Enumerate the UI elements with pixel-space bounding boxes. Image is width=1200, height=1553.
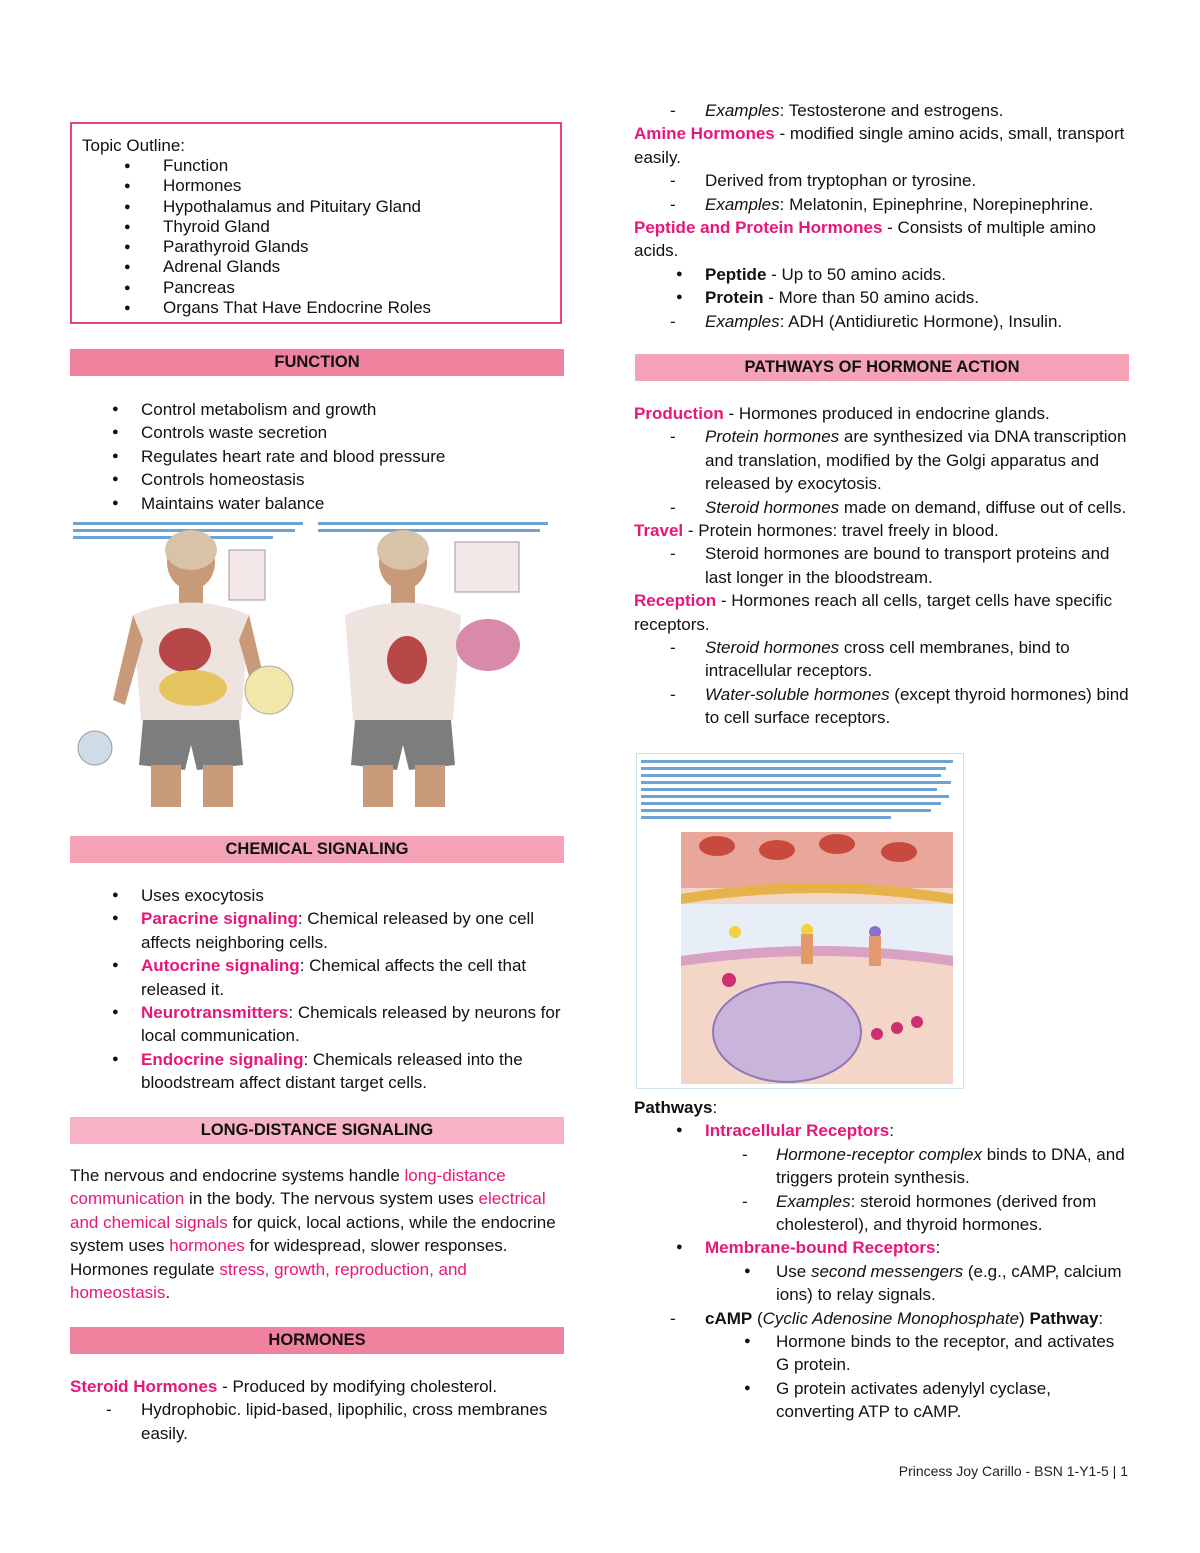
neurotransmitters-text: : Chemicals released by neurons for local communication.: [141, 1003, 561, 1046]
text-run: ): [1019, 1308, 1030, 1328]
intracellular-term: Intracellular Receptors: [705, 1121, 890, 1141]
text-run: .: [165, 1283, 171, 1303]
intracellular-sub: [634, 1190, 1130, 1237]
protein-label: Protein: [705, 288, 764, 308]
italic-run: Protein hormones: [705, 427, 840, 447]
chemical-item: [70, 1048, 566, 1095]
reception-sub: [634, 683, 1130, 730]
examples-text: : Testosterone and estrogens.: [779, 101, 1004, 120]
production-term: Production: [634, 404, 724, 423]
function-item: ● Maintains water balance: [70, 492, 566, 515]
endocrine-anatomy-figure: [72, 519, 558, 809]
outline-item: ● Pancreas: [82, 278, 550, 298]
pathways-label: Pathways: [634, 1098, 713, 1117]
intracellular-sub: [634, 1143, 1130, 1190]
italic-run: Cyclic Adenosine Monophosphate: [762, 1308, 1020, 1328]
amine-sub: - Derived from tryptophan or tyrosine.: [634, 169, 1130, 192]
page-footer: Princess Joy Carillo - BSN 1-Y1-5 | 1: [898, 1463, 1128, 1479]
examples-text: : ADH (Antidiuretic Hormone), Insulin.: [779, 311, 1063, 331]
text-run: :: [712, 1098, 718, 1117]
amine-text: - modified single amino acids, small, transport easily.: [634, 124, 1125, 167]
travel-text: - Protein hormones: travel freely in blood.: [683, 521, 999, 541]
steroid-text: - Produced by modifying cholesterol.: [217, 1377, 498, 1396]
examples-label: Examples: [705, 194, 780, 214]
highlight-run: electrical and chemical signals: [70, 1189, 546, 1232]
steroid-sub: - Hydrophobic. lipid-based, lipophilic, cross membranes easily.: [70, 1398, 566, 1445]
pathways-list-block: [634, 1096, 1130, 1424]
travel-term: Travel: [634, 521, 684, 541]
camp-line: [634, 1307, 1130, 1330]
anatomy-illustration: [73, 520, 557, 808]
highlight-run: long-distance communication: [70, 1166, 506, 1209]
peptide-text: - Consists of multiple amino acids.: [634, 218, 1096, 261]
italic-run: Steroid hormones: [705, 638, 840, 658]
outline-item: ● Hormones: [82, 176, 550, 196]
pathways-block: [634, 402, 1130, 730]
amine-line: [634, 122, 1130, 169]
text-run: binds to DNA, and triggers protein synthesis.: [776, 1144, 1125, 1188]
steroid-line: [70, 1375, 566, 1398]
peptide-bullet: [634, 263, 1130, 286]
paracrine-term: Paracrine signaling: [141, 909, 298, 929]
chemical-item: [70, 907, 566, 954]
outline-item: ● Thyroid Gland: [82, 217, 550, 237]
production-text: - Hormones produced in endocrine glands.: [723, 404, 1050, 423]
text-run: : steroid hormones (derived from cholesterol), and thyroid hormones.: [776, 1191, 1097, 1235]
receptor-illustration: [637, 754, 963, 1088]
chemical-item: [70, 954, 566, 1001]
outline-item: ● Function: [82, 156, 550, 176]
text-run: are synthesized via DNA transcription and translation, modified by the Golgi apparatus and released by exocytosis.: [705, 427, 1127, 494]
italic-run: Examples: [776, 1191, 851, 1211]
text-run: :: [889, 1121, 894, 1141]
peptide-examples: [634, 310, 1130, 333]
bold-run: cAMP: [705, 1308, 753, 1328]
chemical-signaling-heading: CHEMICAL SIGNALING: [70, 836, 564, 863]
long-distance-paragraph: [70, 1164, 566, 1304]
italic-run: Steroid hormones: [705, 497, 840, 517]
text-run: (e.g., cAMP, calcium ions) to relay signals.: [776, 1261, 1122, 1305]
text-run: cross cell membranes, bind to intracellular receptors.: [705, 638, 1070, 681]
pathways-label-line: [634, 1096, 1130, 1119]
reception-line: [634, 589, 1130, 636]
outline-item: ● Parathyroid Glands: [82, 237, 550, 257]
peptide-label: Peptide: [705, 264, 767, 284]
steroid-examples: [634, 99, 1130, 122]
neurotransmitters-term: Neurotransmitters: [141, 1003, 289, 1023]
travel-line: [634, 519, 1130, 542]
intracellular-bullet: [634, 1119, 1130, 1142]
text-run: :: [935, 1238, 941, 1258]
text-run: for widespread, slower responses. Hormones regulate: [70, 1236, 508, 1279]
amine-term: Amine Hormones: [634, 124, 775, 144]
protein-bullet-text: - More than 50 amino acids.: [763, 288, 980, 308]
function-item: ● Control metabolism and growth: [70, 398, 566, 421]
membrane-bullet: [634, 1236, 1130, 1259]
peptide-bullet-text: - Up to 50 amino acids.: [766, 264, 946, 284]
function-item: ● Controls waste secretion: [70, 421, 566, 444]
chemical-item: [70, 1001, 566, 1048]
function-heading: FUNCTION: [70, 349, 564, 376]
peptide-line: [634, 216, 1130, 263]
camp-sub: ● G protein activates adenylyl cyclase, converting ATP to cAMP.: [634, 1377, 1130, 1424]
production-sub: [634, 496, 1130, 519]
camp-sub: ● Hormone binds to the receptor, and activates G protein.: [634, 1330, 1130, 1377]
outline-item: ● Hypothalamus and Pituitary Gland: [82, 197, 550, 217]
function-item: ● Controls homeostasis: [70, 468, 566, 491]
examples-label: Examples: [705, 101, 780, 120]
reception-sub: [634, 636, 1130, 683]
bold-run: Pathway: [1029, 1308, 1099, 1328]
text-run: made on demand, diffuse out of cells.: [839, 497, 1127, 517]
paracrine-text: : Chemical released by one cell affects neighboring cells.: [141, 909, 535, 952]
membrane-term: Membrane-bound Receptors: [705, 1238, 936, 1258]
pathways-heading: PATHWAYS OF HORMONE ACTION: [635, 354, 1129, 381]
protein-bullet: [634, 286, 1130, 309]
italic-run: Hormone-receptor complex: [776, 1144, 982, 1164]
text-run: in the body. The nervous system uses: [184, 1189, 479, 1209]
endocrine-term: Endocrine signaling: [141, 1049, 304, 1069]
examples-label: Examples: [705, 311, 780, 331]
text-run: :: [1098, 1308, 1104, 1328]
text-run: Use: [776, 1261, 811, 1281]
highlight-run: hormones: [169, 1236, 245, 1256]
peptide-term: Peptide and Protein Hormones: [634, 218, 883, 238]
italic-run: Water-soluble hormones: [705, 684, 890, 704]
travel-sub: - Steroid hormones are bound to transport proteins and last longer in the bloodstream.: [634, 542, 1130, 589]
outline-title: Topic Outline:: [82, 136, 185, 155]
outline-list: [82, 156, 550, 318]
membrane-sub: [634, 1260, 1130, 1307]
topic-outline-box: [70, 122, 562, 324]
text-run: (: [752, 1308, 763, 1328]
endocrine-text: : Chemicals released into the bloodstream affect distant target cells.: [141, 1049, 523, 1093]
function-item: ● Regulates heart rate and blood pressure: [70, 445, 566, 468]
text-run: The nervous and endocrine systems handle: [70, 1166, 405, 1185]
amine-examples: [634, 193, 1130, 216]
steroid-hormones-block: [70, 1375, 566, 1445]
autocrine-term: Autocrine signaling: [141, 956, 300, 976]
hormones-heading: HORMONES: [70, 1327, 564, 1354]
reception-text: - Hormones reach all cells, target cells have specific receptors.: [634, 591, 1113, 634]
highlight-run: stress, growth, reproduction, and homeostasis: [70, 1259, 467, 1303]
steroid-term: Steroid Hormones: [70, 1377, 218, 1396]
function-list: [70, 398, 566, 515]
production-sub: [634, 425, 1130, 495]
production-line: [634, 402, 1130, 425]
text-run: for quick, local actions, while the endocrine system uses: [70, 1212, 556, 1256]
italic-run: second messengers: [810, 1261, 964, 1281]
hormones-continued-block: [634, 99, 1130, 333]
chemical-item: ● Uses exocytosis: [70, 884, 566, 907]
text-run: (except thyroid hormones) bind to cell surface receptors.: [705, 684, 1129, 728]
chemical-signaling-list: [70, 884, 566, 1095]
reception-term: Reception: [634, 591, 717, 611]
outline-item: ● Adrenal Glands: [82, 257, 550, 277]
outline-item: ● Organs That Have Endocrine Roles: [82, 298, 550, 318]
autocrine-text: : Chemical affects the cell that released it.: [141, 956, 527, 999]
examples-text: : Melatonin, Epinephrine, Norepinephrine.: [779, 194, 1094, 214]
long-distance-heading: LONG-DISTANCE SIGNALING: [70, 1117, 564, 1144]
receptor-diagram-figure: [636, 753, 964, 1089]
